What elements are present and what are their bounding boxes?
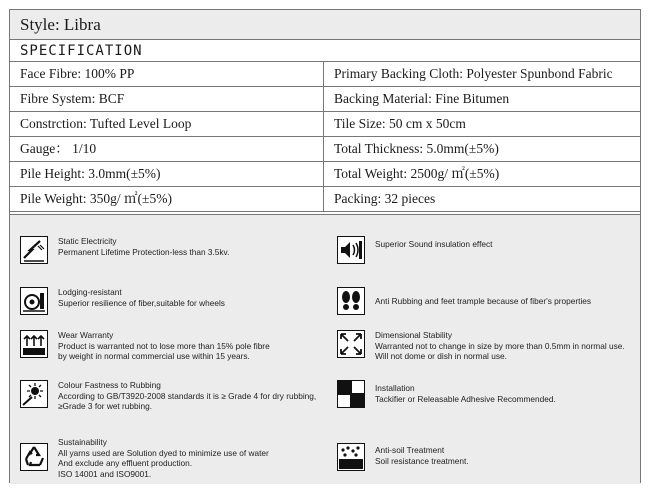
feature-text [375,380,556,404]
feature-text [375,330,625,362]
feature-line: Product is warranted not to lose more than 15% pole fibre [58,340,270,351]
spec-cell-total-weight: Total Weight: 2500g/ ㎡(±5%) [334,166,500,181]
feature-line: According to GB/T3920-2008 standards it is ≥ Grade 4 for dry rubbing, [58,390,317,401]
feature-static-electricity [20,236,229,264]
feature-installation [337,380,556,408]
feature-title: Static Electricity [58,236,117,246]
spec-row [10,112,640,137]
sustainability-icon [20,443,48,471]
feature-line: Soil resistance treatment. [375,455,469,466]
feature-title: Installation [375,383,415,393]
feature-text [58,287,225,308]
feature-title: Dimensional Stability [375,330,453,340]
feature-line: ≥Grade 3 for wet rubbing. [58,401,153,411]
feature-text [58,437,269,479]
lodging-resistant-icon [20,287,48,315]
spec-row [10,162,640,187]
spec-cell-total-thickness: Total Thickness: 5.0mm(±5%) [334,141,499,156]
spec-cell-face-fibre: Face Fibre: 100% PP [10,62,324,86]
spec-row [10,62,640,87]
wear-warranty-icon [20,330,48,358]
feature-wear-warranty [20,330,270,362]
spec-row [10,87,640,112]
feature-text [58,236,229,257]
feature-title: Anti-soil Treatment [375,445,445,455]
anti-soil-icon [337,443,365,471]
feature-title: Anti Rubbing and feet trample because of fiber's properties [375,296,592,306]
spec-sheet [9,9,641,483]
style-title: Style: Libra [10,10,640,40]
feature-line: Will not dome or dish in normal use. [375,351,507,361]
sound-insulation-icon [337,236,365,264]
spec-cell-tile-size: Tile Size: 50 cm x 50cm [334,116,466,131]
feature-title: Superior Sound insulation effect [375,239,493,249]
spec-cell-fibre-system: Fibre System: BCF [10,87,324,111]
spec-cell-primary-backing: Primary Backing Cloth: Polyester Spunbond Fabric [334,66,613,81]
spec-row [10,137,640,162]
spec-table [10,62,640,212]
feature-text [58,330,270,362]
feature-text [58,380,316,412]
feature-line: Superior resilience of fiber,suitable for wheels [58,297,225,308]
feature-line: by weight in normal commercial use within 15 years. [58,351,250,361]
feature-anti-rubbing [337,287,591,315]
feature-line: Warranted not to change in size by more than 0.5mm in normal use. [375,340,625,351]
feature-title: Wear Warranty [58,330,114,340]
feature-sound-insulation [337,236,492,264]
feature-title: Sustainability [58,437,107,447]
spec-cell-construction: Constrction: Tufted Level Loop [10,112,324,136]
installation-icon [337,380,365,408]
spec-cell-pile-height: Pile Height: 3.0mm(±5%) [10,162,324,186]
footprints-icon [337,287,365,315]
feature-line: Tackifier or Releasable Adhesive Recommended. [375,393,556,404]
feature-sustainability [20,437,269,479]
feature-anti-soil [337,443,469,471]
spec-cell-pile-weight: Pile Weight: 350g/ ㎡(±5%) [10,187,324,211]
feature-line: ISO 14001 and ISO9001. [58,468,152,479]
spec-cell-packing: Packing: 32 pieces [334,191,436,206]
feature-dimensional-stability [337,330,625,362]
feature-line: Permanent Lifetime Protection-less than 3.5kv. [58,246,230,257]
feature-colour-fastness [20,380,316,412]
colour-fastness-icon [20,380,48,408]
spec-heading: SPECIFICATION [10,40,640,62]
feature-text [375,287,591,307]
feature-text [375,236,492,250]
dimensional-stability-icon [337,330,365,358]
feature-line: And exclude any effluent production. [58,458,193,468]
feature-title: Colour Fastness to Rubbing [58,380,161,390]
spec-cell-backing-material: Backing Material: Fine Bitumen [334,91,510,106]
feature-line: All yarns used are Solution dyed to minimize use of water [58,447,269,458]
spec-cell-gauge: Gauge： 1/10 [10,137,324,161]
feature-title: Lodging-resistant [58,287,122,297]
feature-lodging-resistant [20,287,225,315]
feature-text [375,443,469,466]
static-electricity-icon [20,236,48,264]
spec-row [10,187,640,212]
features-panel [10,214,640,484]
